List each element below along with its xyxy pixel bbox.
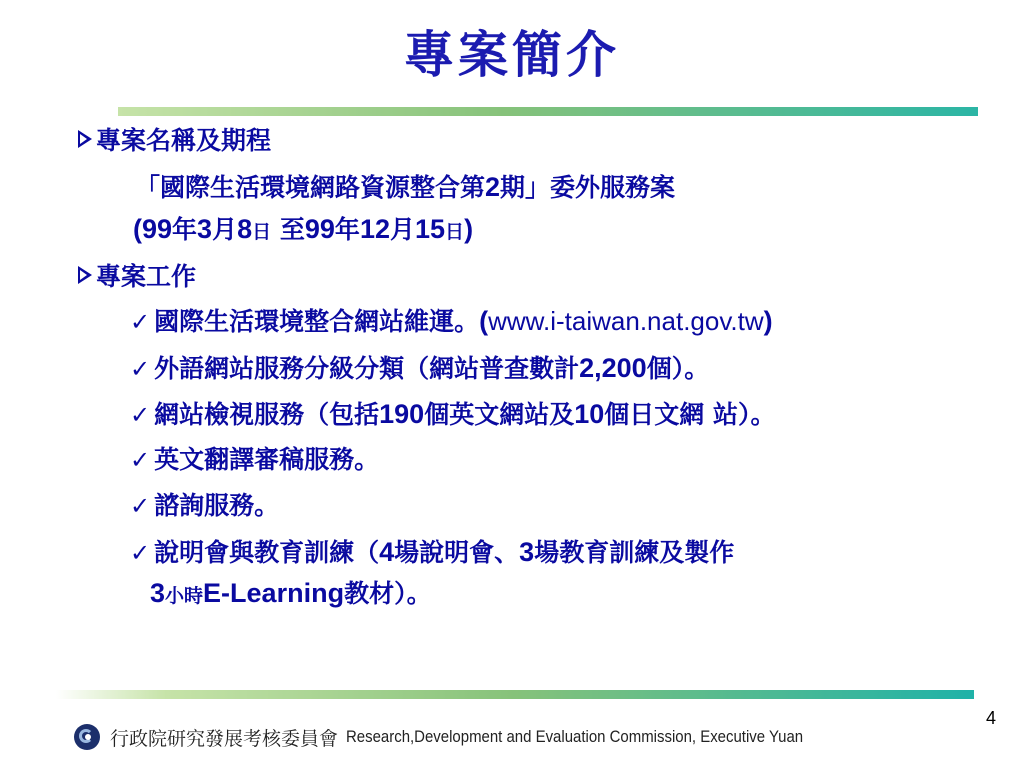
date-year-label-2: 年 <box>334 215 360 244</box>
checkmark-icon: ✓ <box>130 492 151 520</box>
project-name-text: 「國際生活環境網路資源整合第 <box>135 173 486 202</box>
list-item <box>130 401 775 428</box>
checkmark-icon: ✓ <box>130 308 151 336</box>
project-phase-number: 2 <box>485 172 501 202</box>
date-start-month: 3 <box>197 214 213 244</box>
slide-title: 專案簡介 <box>404 25 620 84</box>
url-open-paren: ( <box>479 306 489 336</box>
date-end-day: 15 <box>415 214 446 244</box>
date-close-paren: ) <box>464 214 474 244</box>
list-item-suffix: 教材）。 <box>344 579 432 608</box>
elearning-label: E-Learning <box>203 578 345 608</box>
checkmark-icon: ✓ <box>130 539 151 567</box>
commission-logo-icon <box>74 724 100 750</box>
list-item-text: 英文翻譯審稿服務。 <box>154 445 380 474</box>
website-url-link[interactable]: www.i-taiwan.nat.gov.tw <box>488 306 764 336</box>
list-item-middle: 場說明會、 <box>394 538 520 567</box>
section-heading-work <box>78 264 196 289</box>
project-name <box>135 174 675 201</box>
date-to-label: 至 <box>279 215 305 244</box>
hours-count: 3 <box>150 578 166 608</box>
title-divider <box>118 107 978 116</box>
section-heading-text: 專案名稱及期程 <box>96 126 272 155</box>
checkmark-icon: ✓ <box>130 401 151 429</box>
list-item-suffix: 場教育訓練及製作 <box>534 538 735 567</box>
list-item <box>130 308 773 335</box>
english-site-count: 190 <box>379 399 425 429</box>
list-item-middle: 個英文網站及 <box>424 400 575 429</box>
date-day-label-2: 日 <box>445 221 465 243</box>
footer-org-chinese: 行政院研究發展考核委員會 <box>110 727 339 750</box>
footer-divider <box>56 690 974 699</box>
list-item-text: 外語網站服務分級分類（網站普查數計 <box>154 354 580 383</box>
hours-label: 小時 <box>165 585 204 607</box>
date-year-label: 年 <box>172 215 198 244</box>
checkmark-icon: ✓ <box>130 446 151 474</box>
section-heading-schedule <box>78 128 271 153</box>
list-item <box>130 355 709 382</box>
checkmark-icon: ✓ <box>130 355 151 383</box>
website-count: 2,200 <box>579 353 647 383</box>
date-month-label-2: 月 <box>389 215 415 244</box>
list-item-suffix: 個日文網 站）。 <box>604 400 776 429</box>
section-heading-text: 專案工作 <box>96 262 197 291</box>
date-end-month: 12 <box>359 214 390 244</box>
date-start-year: (99 <box>133 214 173 244</box>
list-item-text: 網站檢視服務（包括 <box>154 400 380 429</box>
project-period <box>133 216 473 243</box>
briefing-count: 4 <box>379 537 395 567</box>
date-start-day: 8 <box>237 214 253 244</box>
footer <box>74 720 865 754</box>
date-end-year: 99 <box>304 214 335 244</box>
list-item-continuation <box>150 580 432 607</box>
training-count: 3 <box>519 537 535 567</box>
japanese-site-count: 10 <box>574 399 605 429</box>
list-item <box>130 539 734 566</box>
footer-org-english: Research,Development and Evaluation Commission, Executive Yuan <box>346 727 804 746</box>
date-month-label: 月 <box>212 215 238 244</box>
list-item-text: 說明會與教育訓練（ <box>154 538 380 567</box>
list-item-text: 諮詢服務。 <box>154 491 280 520</box>
date-day-label: 日 <box>252 221 272 243</box>
url-close-paren: ) <box>763 306 773 336</box>
list-item <box>130 447 379 472</box>
list-item <box>130 493 279 518</box>
arrow-bullet-icon <box>78 266 92 284</box>
arrow-bullet-icon <box>78 130 92 148</box>
page-number: 4 <box>986 708 997 728</box>
list-item-text: 國際生活環境整合網站維運。 <box>154 307 480 336</box>
project-name-suffix: 期」委外服務案 <box>500 173 676 202</box>
list-item-suffix: 個）。 <box>646 354 710 383</box>
